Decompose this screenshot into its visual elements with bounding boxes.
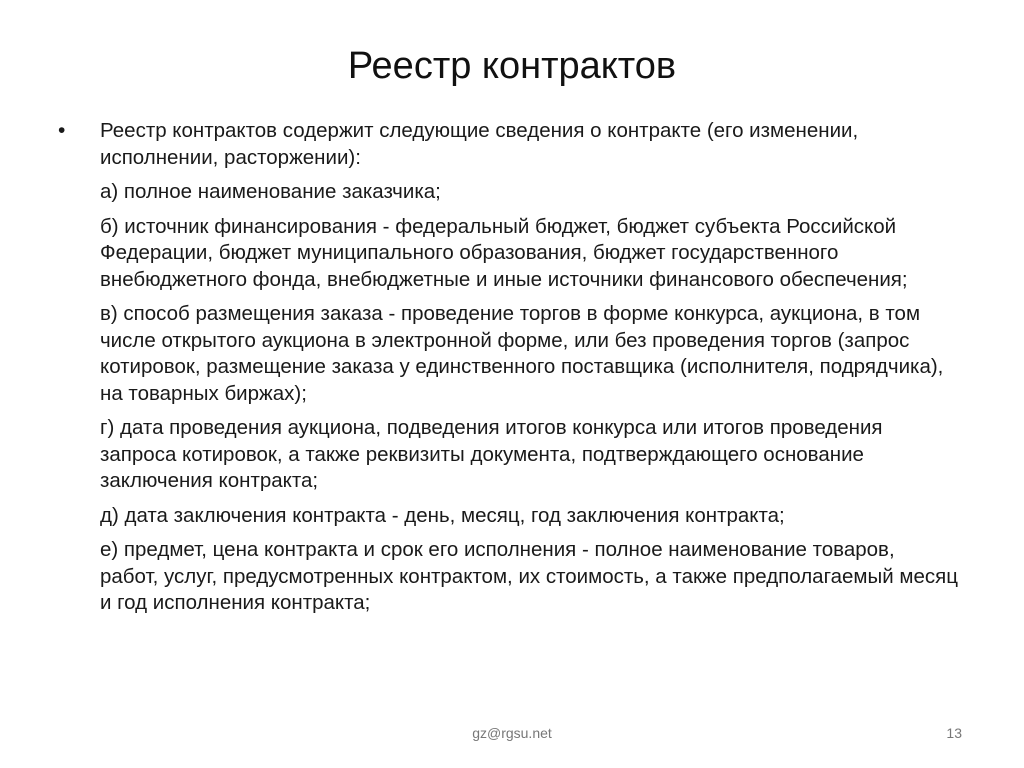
footer-email: gz@rgsu.net — [472, 725, 552, 741]
item-a-paragraph: а) полное наименование заказчика; — [100, 180, 441, 203]
item-g-paragraph: г) дата проведения аукциона, подведения итогов конкурса или итогов проведения запроса котировок, а также реквизиты документа, подтверждающего основание заключения контракта; — [100, 416, 883, 492]
item-e-paragraph: е) предмет, цена контракта и срок его исполнения - полное наименование товаров, работ, услуг, предусмотренных контрактом, их стоимость, а также предполагаемый месяц и год исполнения контракта; — [100, 538, 958, 614]
slide-title: Реестр контрактов — [347, 45, 677, 87]
item-b-paragraph: б) источник финансирования - федеральный бюджет, бюджет субъекта Российской Федерации, бюджет муниципального образования, бюджет государственного внебюджетного фонда, внебюджетные и иные источники финансового обеспечения; — [100, 214, 908, 291]
bullet-text — [100, 118, 958, 625]
page-number: 13 — [946, 725, 962, 741]
item-d-paragraph: д) дата заключения контракта - день, месяц, год заключения контракта; — [100, 503, 785, 527]
bullet-icon: • — [58, 119, 66, 142]
item-v-paragraph: в) способ размещения заказа - проведение торгов в форме конкурса, аукциона, в том числе открытого аукциона в электронной форме, или без проведения торгов (запрос котировок, размещение заказа у единственного поставщика (исполнителя, подрядчика), на товарных биржах); — [100, 302, 944, 405]
intro-paragraph: Реестр контрактов содержит следующие сведения о контракте (его изменении, исполнении, расторжении): — [100, 119, 859, 169]
